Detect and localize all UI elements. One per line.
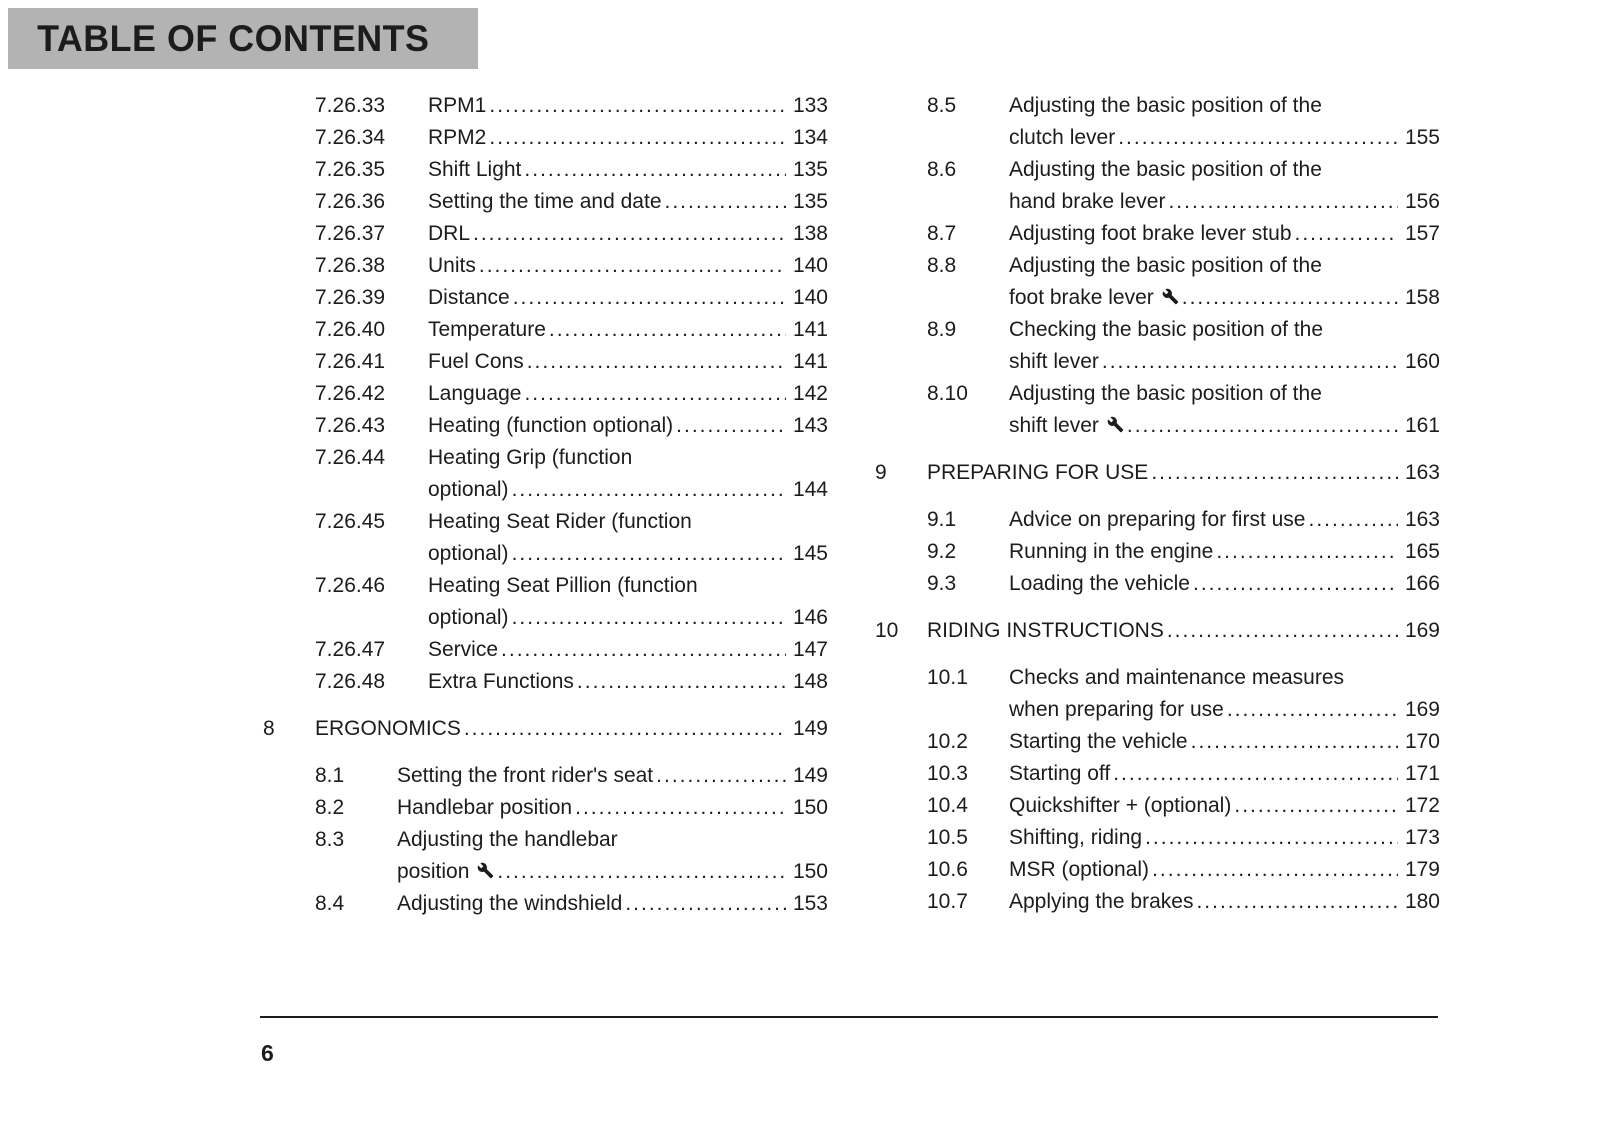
entry-page-number: 141: [792, 350, 828, 373]
entry-title: Running in the engine: [1009, 540, 1214, 563]
entry-body: [428, 186, 828, 218]
entry-page-number: 135: [792, 158, 828, 181]
entry-number: 7.26.34: [315, 126, 386, 149]
entry-number: 10.5: [927, 826, 968, 849]
toc-entry: [263, 378, 828, 410]
entry-title: Advice on preparing for first use: [1009, 508, 1306, 531]
entry-title-line: Heating Seat Rider (function: [428, 510, 692, 533]
entry-title-lastline: [397, 888, 828, 920]
entry-title: Starting the vehicle: [1009, 730, 1188, 753]
entry-title-lastline: [315, 713, 828, 745]
entry-title-lastline: [1009, 218, 1440, 250]
toc-entry: [263, 634, 828, 666]
entry-body: [1009, 314, 1440, 378]
entry-page-number: 135: [792, 190, 828, 213]
entry-title: Setting the time and date: [428, 190, 662, 213]
entry-title: position: [397, 860, 470, 883]
toc-entry: [875, 758, 1440, 790]
entry-title-lastline: [1009, 504, 1440, 536]
dot-leader: [662, 186, 787, 218]
toc-entry: [263, 218, 828, 250]
toc-entry: [875, 504, 1440, 536]
entry-page-number: 158: [1404, 286, 1440, 309]
entry-title-lastline: [927, 615, 1440, 647]
toc-entry: [263, 666, 828, 698]
entry-title-lastline: [428, 378, 828, 410]
entry-body: [315, 713, 828, 745]
dot-leader: [494, 856, 786, 888]
toc-entry: [875, 378, 1440, 442]
toc-entry: [263, 888, 828, 920]
entry-number: 7.26.44: [315, 446, 386, 469]
toc-entry: [263, 410, 828, 442]
entry-body: [397, 792, 828, 824]
toc-entry: [875, 854, 1440, 886]
entry-body: [1009, 726, 1440, 758]
entry-title-lastline: [927, 457, 1440, 489]
toc-column-left: [263, 90, 828, 920]
entry-number: 8.4: [315, 892, 345, 915]
toc-entry: [875, 568, 1440, 600]
entry-title: MSR (optional): [1009, 858, 1150, 881]
footer-page-number: 6: [261, 1040, 274, 1066]
entry-number: 8.1: [315, 764, 345, 787]
dot-leader: [1142, 822, 1398, 854]
entry-number: 10.7: [927, 890, 968, 913]
entry-body: [1009, 758, 1440, 790]
entry-title: Adjusting the windshield: [397, 892, 623, 915]
entry-page-number: 156: [1404, 190, 1440, 213]
entry-title-lastline: [428, 122, 828, 154]
entry-title-lastline: [1009, 346, 1440, 378]
toc-entry: [875, 822, 1440, 854]
dot-leader: [1188, 726, 1398, 758]
dot-leader: [1165, 186, 1398, 218]
entry-body: [927, 615, 1440, 647]
entry-number: 9.2: [927, 540, 957, 563]
entry-number: 8: [263, 717, 275, 740]
entry-title-line: Adjusting the basic position of the: [1009, 158, 1322, 181]
entry-number: 7.26.41: [315, 350, 386, 373]
entry-title: when preparing for use: [1009, 698, 1224, 721]
toc-entry: [263, 122, 828, 154]
toc-entry: [263, 282, 828, 314]
entry-page-number: 155: [1404, 126, 1440, 149]
entry-title-lastline: [1009, 122, 1440, 154]
toc-entry: [875, 90, 1440, 154]
toc-entry: [263, 792, 828, 824]
entry-title: Handlebar position: [397, 796, 573, 819]
toc-entry: [875, 790, 1440, 822]
dot-leader: [486, 90, 786, 122]
entry-title-lastline: [1009, 726, 1440, 758]
entry-page-number: 165: [1404, 540, 1440, 563]
entry-title-lastline: [1009, 410, 1440, 442]
dot-leader: [1179, 282, 1398, 314]
entry-title-lastline: [1009, 886, 1440, 918]
dot-leader: [510, 282, 786, 314]
entry-title: Setting the front rider's seat: [397, 764, 654, 787]
entry-body: [428, 90, 828, 122]
entry-title-lastline: [428, 218, 828, 250]
entry-title: Heating (function optional): [428, 414, 674, 437]
dot-leader: [470, 218, 786, 250]
dot-leader: [476, 250, 786, 282]
entry-title-lastline: [428, 154, 828, 186]
toc-entry: [875, 218, 1440, 250]
entry-title-lastline: [397, 760, 828, 792]
entry-title-line: Checking the basic position of the: [1009, 318, 1324, 341]
entry-number: 7.26.45: [315, 510, 386, 533]
entry-page-number: 141: [792, 318, 828, 341]
entry-number: 10.1: [927, 666, 968, 689]
entry-title: Loading the vehicle: [1009, 572, 1190, 595]
entry-number: 8.5: [927, 94, 957, 117]
dot-leader: [509, 538, 786, 570]
toc-entry: [875, 457, 1440, 489]
entry-page-number: 160: [1404, 350, 1440, 373]
toc-entry: [263, 186, 828, 218]
entry-title: Fuel Cons: [428, 350, 524, 373]
dot-leader: [509, 474, 786, 506]
entry-body: [428, 378, 828, 410]
dot-leader: [509, 602, 786, 634]
entry-title: Starting off: [1009, 762, 1111, 785]
entry-body: [1009, 822, 1440, 854]
entry-page-number: 149: [792, 764, 828, 787]
entry-page-number: 180: [1404, 890, 1440, 913]
entry-title-line: Adjusting the handlebar: [397, 828, 618, 851]
toc-entry: [875, 886, 1440, 918]
entry-page-number: 171: [1404, 762, 1440, 785]
entry-number: 10.3: [927, 762, 968, 785]
entry-title: optional): [428, 478, 509, 501]
toc-column-right: [875, 90, 1440, 920]
entry-page-number: 149: [792, 717, 828, 740]
entry-number: 9.3: [927, 572, 957, 595]
dot-leader: [1164, 615, 1398, 647]
footer-rule: [260, 1016, 1438, 1018]
entry-body: [397, 824, 828, 888]
entry-page-number: 163: [1404, 508, 1440, 531]
entry-number: 7.26.46: [315, 574, 386, 597]
dot-leader: [486, 122, 786, 154]
entry-title: shift lever: [1009, 414, 1099, 437]
entry-title: RIDING INSTRUCTIONS: [927, 619, 1164, 642]
dot-leader: [572, 792, 786, 824]
entry-title-lastline: [1009, 694, 1440, 726]
entry-title-lastline: [428, 346, 828, 378]
entry-page-number: 138: [792, 222, 828, 245]
entry-title: Service: [428, 638, 499, 661]
dot-leader: [1213, 536, 1398, 568]
dot-leader: [1124, 410, 1398, 442]
entry-body: [428, 570, 828, 634]
entry-body: [428, 314, 828, 346]
table-of-contents: [263, 90, 1440, 920]
entry-number: 7.26.47: [315, 638, 386, 661]
toc-entry: [263, 442, 828, 506]
entry-page-number: 170: [1404, 730, 1440, 753]
entry-title: shift lever: [1009, 350, 1099, 373]
toc-entry: [875, 536, 1440, 568]
dot-leader: [1148, 457, 1398, 489]
toc-entry: [875, 154, 1440, 218]
entry-title: RPM1: [428, 94, 487, 117]
dot-leader: [1115, 122, 1398, 154]
entry-page-number: 150: [792, 796, 828, 819]
entry-title: Temperature: [428, 318, 546, 341]
entry-number: 7.26.39: [315, 286, 386, 309]
entry-number: 8.8: [927, 254, 957, 277]
dot-leader: [546, 314, 786, 346]
page-title: TABLE OF CONTENTS: [37, 17, 430, 59]
dot-leader: [1231, 790, 1398, 822]
entry-body: [927, 457, 1440, 489]
entry-title: hand brake lever: [1009, 190, 1166, 213]
toc-entry: [263, 314, 828, 346]
entry-body: [428, 410, 828, 442]
entry-page-number: 173: [1404, 826, 1440, 849]
entry-body: [428, 282, 828, 314]
entry-number: 7.26.33: [315, 94, 386, 117]
entry-title: clutch lever: [1009, 126, 1116, 149]
entry-title-lastline: [428, 474, 828, 506]
toc-entry: [263, 90, 828, 122]
entry-title-lastline: [1009, 568, 1440, 600]
entry-page-number: 161: [1404, 414, 1440, 437]
entry-number: 7.26.38: [315, 254, 386, 277]
entry-title: RPM2: [428, 126, 487, 149]
toc-entry: [263, 346, 828, 378]
entry-page-number: 140: [792, 254, 828, 277]
entry-title: Adjusting foot brake lever stub: [1009, 222, 1292, 245]
dot-leader: [673, 410, 786, 442]
toc-entry: [263, 570, 828, 634]
dot-leader: [1292, 218, 1399, 250]
entry-body: [428, 442, 828, 506]
entry-page-number: 169: [1404, 619, 1440, 642]
entry-title: Extra Functions: [428, 670, 574, 693]
toc-entry: [875, 615, 1440, 647]
entry-body: [428, 346, 828, 378]
entry-body: [1009, 250, 1440, 314]
entry-title-lastline: [1009, 758, 1440, 790]
entry-body: [1009, 790, 1440, 822]
entry-title-lastline: [428, 314, 828, 346]
entry-title-lastline: [428, 634, 828, 666]
entry-body: [1009, 218, 1440, 250]
entry-body: [1009, 886, 1440, 918]
entry-title-lastline: [428, 538, 828, 570]
toc-entry: [263, 506, 828, 570]
entry-body: [1009, 504, 1440, 536]
entry-number: 7.26.35: [315, 158, 386, 181]
entry-title: Shift Light: [428, 158, 522, 181]
entry-title-lastline: [1009, 790, 1440, 822]
dot-leader: [622, 888, 786, 920]
entry-title-line: Adjusting the basic position of the: [1009, 254, 1322, 277]
entry-title-lastline: [397, 856, 828, 888]
entry-title-lastline: [1009, 822, 1440, 854]
dot-leader: [1190, 568, 1398, 600]
entry-body: [397, 760, 828, 792]
entry-title-line: Checks and maintenance measures: [1009, 666, 1345, 689]
entry-page-number: 144: [792, 478, 828, 501]
dot-leader: [521, 154, 786, 186]
entry-title-line: Heating Grip (function: [428, 446, 633, 469]
dot-leader: [1149, 854, 1398, 886]
entry-number: 8.7: [927, 222, 957, 245]
entry-title-lastline: [428, 666, 828, 698]
entry-title-lastline: [397, 792, 828, 824]
entry-page-number: 172: [1404, 794, 1440, 817]
entry-body: [1009, 90, 1440, 154]
dot-leader: [1305, 504, 1398, 536]
entry-number: 7.26.48: [315, 670, 386, 693]
entry-number: 7.26.37: [315, 222, 386, 245]
entry-title: Shifting, riding: [1009, 826, 1143, 849]
entry-title: optional): [428, 542, 509, 565]
wrench-icon: [1107, 416, 1124, 433]
entry-number: 8.10: [927, 382, 968, 405]
entry-body: [397, 888, 828, 920]
entry-title: Language: [428, 382, 522, 405]
entry-page-number: 163: [1404, 461, 1440, 484]
toc-entry: [263, 760, 828, 792]
dot-leader: [1193, 886, 1398, 918]
entry-body: [1009, 378, 1440, 442]
entry-title: Units: [428, 254, 476, 277]
dot-leader: [1110, 758, 1398, 790]
entry-body: [1009, 536, 1440, 568]
entry-number: 8.3: [315, 828, 345, 851]
entry-body: [1009, 662, 1440, 726]
entry-title: optional): [428, 606, 509, 629]
entry-title-line: Adjusting the basic position of the: [1009, 382, 1322, 405]
entry-body: [428, 634, 828, 666]
entry-title-lastline: [1009, 282, 1440, 314]
entry-body: [428, 506, 828, 570]
page-header-banner: [8, 8, 478, 69]
entry-title-lastline: [428, 250, 828, 282]
entry-page-number: 143: [792, 414, 828, 437]
entry-number: 8.6: [927, 158, 957, 181]
entry-body: [1009, 568, 1440, 600]
dot-leader: [1099, 346, 1398, 378]
entry-title-lastline: [428, 282, 828, 314]
entry-number: 10: [875, 619, 899, 642]
entry-number: 7.26.40: [315, 318, 386, 341]
entry-number: 10.2: [927, 730, 968, 753]
entry-page-number: 179: [1404, 858, 1440, 881]
entry-title-lastline: [428, 602, 828, 634]
entry-title: foot brake lever: [1009, 286, 1154, 309]
entry-title-lastline: [428, 186, 828, 218]
entry-body: [428, 154, 828, 186]
entry-title-line: Adjusting the basic position of the: [1009, 94, 1322, 117]
dot-leader: [461, 713, 786, 745]
entry-body: [428, 250, 828, 282]
entry-number: 7.26.42: [315, 382, 386, 405]
entry-title: DRL: [428, 222, 471, 245]
toc-entry: [263, 824, 828, 888]
wrench-icon: [1162, 288, 1179, 305]
dot-leader: [1224, 694, 1398, 726]
toc-entry: [875, 662, 1440, 726]
entry-page-number: 157: [1404, 222, 1440, 245]
entry-title-lastline: [1009, 854, 1440, 886]
entry-number: 9.1: [927, 508, 957, 531]
toc-entry: [263, 154, 828, 186]
toc-entry: [875, 726, 1440, 758]
entry-number: 9: [875, 461, 887, 484]
wrench-icon: [477, 862, 494, 879]
entry-body: [428, 122, 828, 154]
entry-title-line: Heating Seat Pillion (function: [428, 574, 698, 597]
dot-leader: [521, 378, 786, 410]
entry-body: [428, 666, 828, 698]
dot-leader: [574, 666, 786, 698]
dot-leader: [653, 760, 786, 792]
entry-body: [428, 218, 828, 250]
entry-title: Quickshifter + (optional): [1009, 794, 1232, 817]
entry-number: 7.26.43: [315, 414, 386, 437]
entry-page-number: 133: [792, 94, 828, 117]
entry-title: ERGONOMICS: [315, 717, 461, 740]
toc-entry: [875, 314, 1440, 378]
entry-number: 8.2: [315, 796, 345, 819]
entry-title-lastline: [428, 410, 828, 442]
dot-leader: [498, 634, 786, 666]
entry-title: PREPARING FOR USE: [927, 461, 1149, 484]
entry-number: 8.9: [927, 318, 957, 341]
entry-title: Applying the brakes: [1009, 890, 1194, 913]
entry-page-number: 169: [1404, 698, 1440, 721]
entry-page-number: 153: [792, 892, 828, 915]
entry-number: 10.6: [927, 858, 968, 881]
entry-page-number: 140: [792, 286, 828, 309]
dot-leader: [524, 346, 786, 378]
entry-number: 7.26.36: [315, 190, 386, 213]
entry-page-number: 146: [792, 606, 828, 629]
entry-page-number: 148: [792, 670, 828, 693]
entry-page-number: 142: [792, 382, 828, 405]
entry-body: [1009, 154, 1440, 218]
toc-entry: [263, 250, 828, 282]
entry-page-number: 134: [792, 126, 828, 149]
entry-number: 10.4: [927, 794, 968, 817]
entry-page-number: 145: [792, 542, 828, 565]
entry-title-lastline: [1009, 186, 1440, 218]
toc-entry: [263, 713, 828, 745]
entry-body: [1009, 854, 1440, 886]
entry-title-lastline: [1009, 536, 1440, 568]
entry-page-number: 166: [1404, 572, 1440, 595]
entry-title-lastline: [428, 90, 828, 122]
entry-page-number: 150: [792, 860, 828, 883]
entry-title: Distance: [428, 286, 510, 309]
toc-entry: [875, 250, 1440, 314]
entry-page-number: 147: [792, 638, 828, 661]
